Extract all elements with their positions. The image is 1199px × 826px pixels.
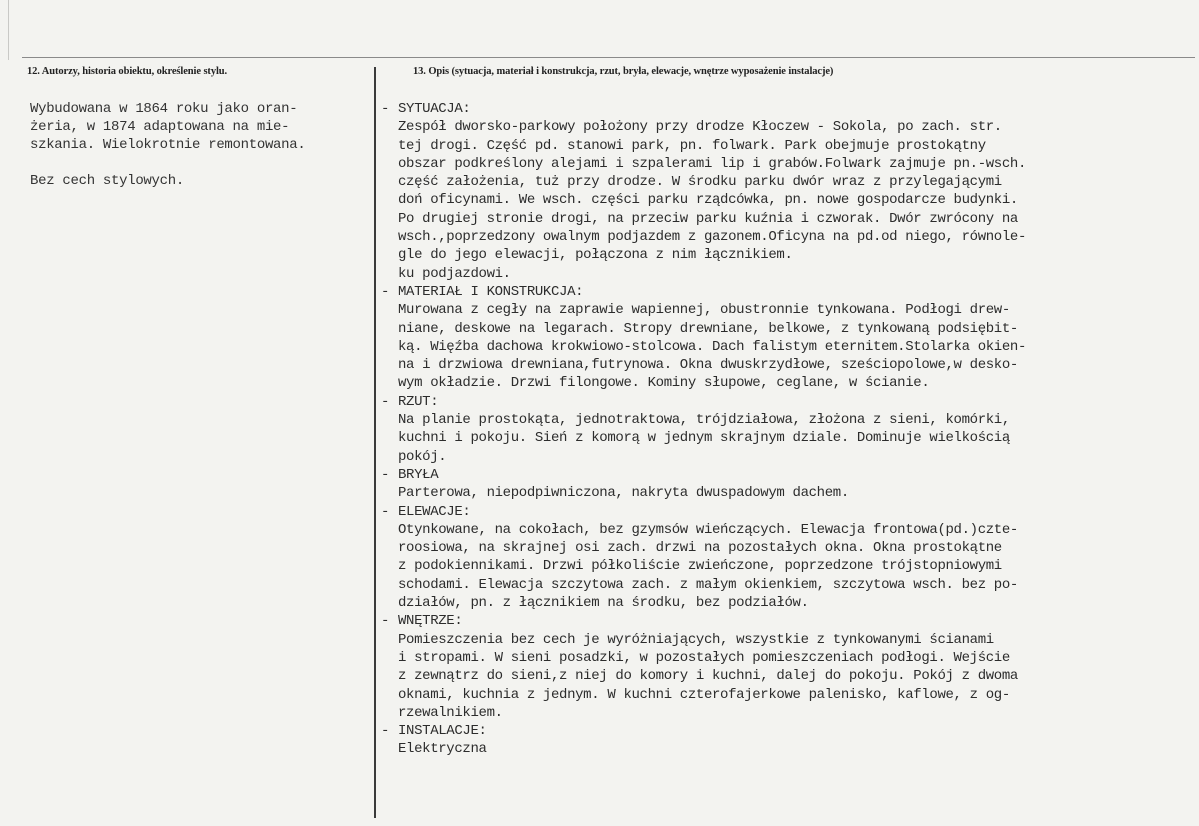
dash-marker: - xyxy=(381,466,390,483)
section-line: z podokiennikami. Drzwi półkoliście zwieńczone, poprzedzone trójstopniowymi xyxy=(398,558,1002,575)
section-heading-label: BRYŁA xyxy=(398,466,439,483)
history-line: Wybudowana w 1864 roku jako oran- xyxy=(30,101,298,117)
left-column-text xyxy=(30,100,370,190)
section-line: Po drugiej stronie drogi, na przeciw parku kuźnia i czworak. Dwór zwrócony na xyxy=(398,210,1018,227)
style-line: Bez cech stylowych. xyxy=(30,173,184,189)
section-line: wsch.,poprzedzony owalnym podjazdem z gazonem.Oficyna na pd.od niego, równole- xyxy=(398,229,1027,246)
section-line: Zespół dworsko-parkowy położony przy drodze Kłoczew - Sokola, po zach. str. xyxy=(398,119,1002,136)
section-heading xyxy=(381,466,1181,484)
page-edge xyxy=(8,0,9,60)
section-line: część założenia, tuż przy drodze. W środku parku dwór wraz z przylegającymi xyxy=(398,174,1002,191)
section-line: Murowana z cegły na zaprawie wapiennej, obustronnie tynkowana. Podłogi drew- xyxy=(398,302,1010,319)
description-text xyxy=(381,100,1181,759)
section-line: gle do jego elewacji, połączona z nim łącznikiem. xyxy=(398,247,793,264)
section-line: Otynkowane, na cokołach, bez gzymsów wieńczących. Elewacja frontowa(pd.)czte- xyxy=(398,521,1018,538)
section-heading-label: WNĘTRZE: xyxy=(398,613,463,630)
dash-marker: - xyxy=(381,283,390,300)
section-heading-label: SYTUACJA: xyxy=(398,101,471,117)
dash-marker: - xyxy=(381,503,390,520)
section-heading-label: ELEWACJE: xyxy=(398,503,471,520)
section-line: Pomieszczenia bez cech je wyróżniających, wszystkie z tynkowanymi ścianami xyxy=(398,631,994,648)
section-line: wym okładzie. Drzwi filongowe. Kominy słupowe, ceglane, w ścianie. xyxy=(398,375,930,392)
section-heading xyxy=(381,283,1181,301)
section-line: na i drzwiowa drewniana,futrynowa. Okna dwuskrzydłowe, sześciopolowe,w desko- xyxy=(398,357,1018,374)
section-line: oknami, kuchnia z jednym. W kuchni czterofajerkowe palenisko, kaflowe, z og- xyxy=(398,686,1010,703)
section-heading xyxy=(381,503,1181,521)
history-line: szkania. Wielokrotnie remontowana. xyxy=(30,137,306,153)
section-line: ku podjazdowi. xyxy=(398,265,511,282)
section-line: schodami. Elewacja szczytowa zach. z małym okienkiem, szczytowa wsch. bez po- xyxy=(398,576,1018,593)
section-line: z zewnątrz do sieni,z niej do komory i kuchni, dalej do pokoju. Pokój z dwoma xyxy=(398,668,1018,685)
section-heading-label: MATERIAŁ I KONSTRUKCJA: xyxy=(398,283,584,300)
section-heading-label: RZUT: xyxy=(398,393,439,410)
section-line: kuchni i pokoju. Sień z komorą w jednym skrajnym dziale. Dominuje wielkością xyxy=(398,430,1010,447)
section-line: i stropami. W sieni posadzki, w pozostałych pomieszczeniach podłogi. Wejście xyxy=(398,649,1010,666)
dash-marker: - xyxy=(381,101,390,117)
section-line: doń oficynami. We wsch. części parku rządcówka, pn. nowe gospodarcze budynki. xyxy=(398,192,1018,209)
dash-marker: - xyxy=(381,613,390,630)
section-line: Parterowa, niepodpiwniczona, nakryta dwuspadowym dachem. xyxy=(398,485,849,502)
top-rule xyxy=(22,57,1195,58)
section-heading xyxy=(381,722,1181,740)
section-line: rzewalnikiem. xyxy=(398,704,503,721)
dash-marker: - xyxy=(381,723,390,740)
section-line: pokój. xyxy=(398,448,447,465)
section-heading xyxy=(381,612,1181,630)
section-line: tej drogi. Część pd. stanowi park, pn. folwark. Park obejmuje prostokątny xyxy=(398,137,986,154)
history-line: żeria, w 1874 adaptowana na mie- xyxy=(30,119,290,135)
section-heading-label: INSTALACJE: xyxy=(398,723,487,740)
left-column-header: 12. Autorzy, historia obiektu, określenie stylu. xyxy=(27,66,228,77)
section-line: Elektryczna xyxy=(398,741,487,758)
section-line: działów, pn. z łącznikiem na środku, bez podziałów. xyxy=(398,595,809,612)
section-line: Na planie prostokąta, jednotraktowa, trójdziałowa, złożona z sieni, komórki, xyxy=(398,412,1010,429)
dash-marker: - xyxy=(381,393,390,410)
section-line: roosiowa, na skrajnej osi zach. drzwi na pozostałych okna. Okna prostokątne xyxy=(398,540,1002,557)
section-heading xyxy=(381,100,1181,118)
right-column-header: 13. Opis (sytuacja, materiał i konstrukcja, rzut, bryła, elewacje, wnętrze wyposażenie instalacje) xyxy=(413,66,834,77)
section-line: obszar podkreślony alejami i szpalerami lip i grabów.Folwark zajmuje pn.-wsch. xyxy=(398,155,1027,172)
section-line: ką. Więźba dachowa krokwiowo-stolcowa. Dach falistym eternitem.Stolarka okien- xyxy=(398,338,1027,355)
section-heading xyxy=(381,393,1181,411)
column-divider xyxy=(374,67,376,818)
section-line: niane, deskowe na legarach. Stropy drewniane, belkowe, z tynkowaną podsiębit- xyxy=(398,320,1018,337)
